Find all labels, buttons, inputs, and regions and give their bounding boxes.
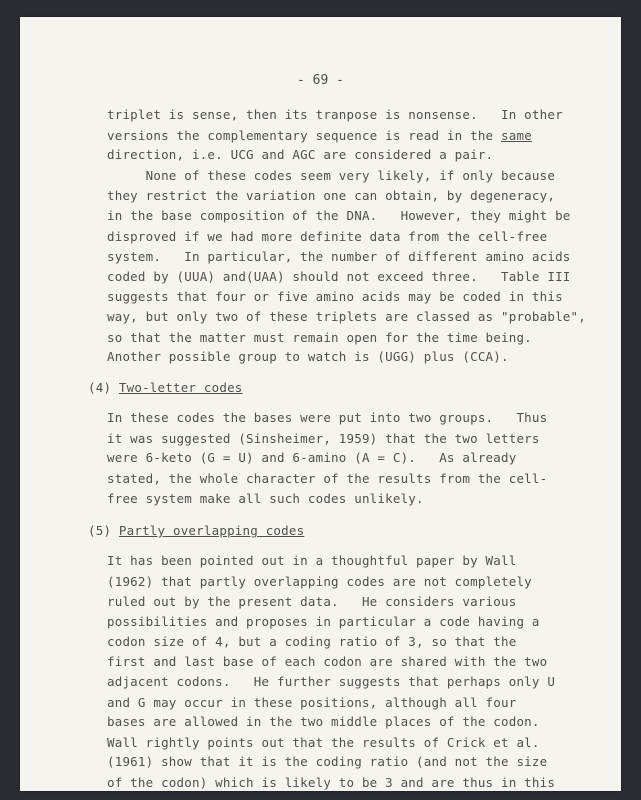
text-line — [107, 128, 532, 143]
text-line: were 6-keto (G = U) and 6-amino (A = C). As already — [107, 450, 517, 466]
text-line: way, but only two of these triplets are classed as "probable", — [107, 309, 586, 325]
text-line: direction, i.e. UCG and AGC are considered a pair. — [107, 147, 494, 163]
text-line: Wall rightly points out that the results of Crick et al. — [107, 734, 540, 750]
text-line: adjacent codons. He further suggests that perhaps only U — [107, 674, 556, 689]
section-number: (4) — [88, 380, 119, 396]
section-heading — [88, 523, 304, 538]
text-line: and G may occur in these positions, although all four — [107, 694, 517, 710]
section-title: Two-letter codes — [118, 380, 243, 396]
section-heading — [88, 380, 243, 395]
text-line: so that the matter must remain open for the time being. — [107, 329, 532, 345]
underlined-word: same — [501, 127, 532, 143]
text-line: they restrict the variation one can obtain, by degeneracy, — [107, 188, 556, 204]
text-line: of the codon) which is likely to be 3 and are thus in this — [107, 775, 556, 790]
text-fragment: versions the complementary sequence is read in the — [107, 127, 502, 143]
text-line: possibilities and proposes in particular a code having a — [107, 614, 540, 630]
text-line: in the base composition of the DNA. However, they might be — [107, 208, 571, 223]
text-line: (1962) that partly overlapping codes are not completely — [107, 573, 532, 589]
text-line: system. In particular, the number of different amino acids — [107, 249, 571, 265]
text-line: In these codes the bases were put into two groups. Thus — [107, 410, 548, 426]
document-page — [20, 17, 621, 791]
text-line: triplet is sense, then its tranpose is nonsense. In other — [107, 107, 563, 122]
text-line: free system make all such codes unlikely. — [107, 490, 424, 506]
section-number: (5) — [88, 523, 119, 539]
text-line: first and last base of each codon are shared with the two — [107, 654, 548, 670]
text-line: bases are allowed in the two middle places of the codon. — [107, 714, 540, 730]
text-line: None of these codes seem very likely, if only because — [107, 167, 556, 183]
text-line: It has been pointed out in a thoughtful paper by Wall — [107, 553, 517, 569]
text-line: codon size of 4, but a coding ratio of 3, so that the — [107, 633, 517, 649]
text-line: stated, the whole character of the results from the cell- — [107, 470, 548, 486]
section-title: Partly overlapping codes — [118, 523, 305, 539]
text-line: suggests that four or five amino acids may be coded in this — [107, 289, 563, 305]
text-line: ruled out by the present data. He considers various — [107, 593, 517, 609]
text-line: Another possible group to watch is (UGG) plus (CCA). — [107, 349, 509, 365]
text-line: coded by (UUA) and(UAA) should not exceed three. Table III — [107, 268, 571, 284]
text-line: it was suggested (Sinsheimer, 1959) that the two letters — [107, 430, 540, 446]
text-line: (1961) show that it is the coding ratio (and not the size — [107, 754, 548, 770]
text-line: disproved if we had more definite data from the cell-free — [107, 228, 548, 244]
page-number: - 69 - — [297, 73, 344, 88]
